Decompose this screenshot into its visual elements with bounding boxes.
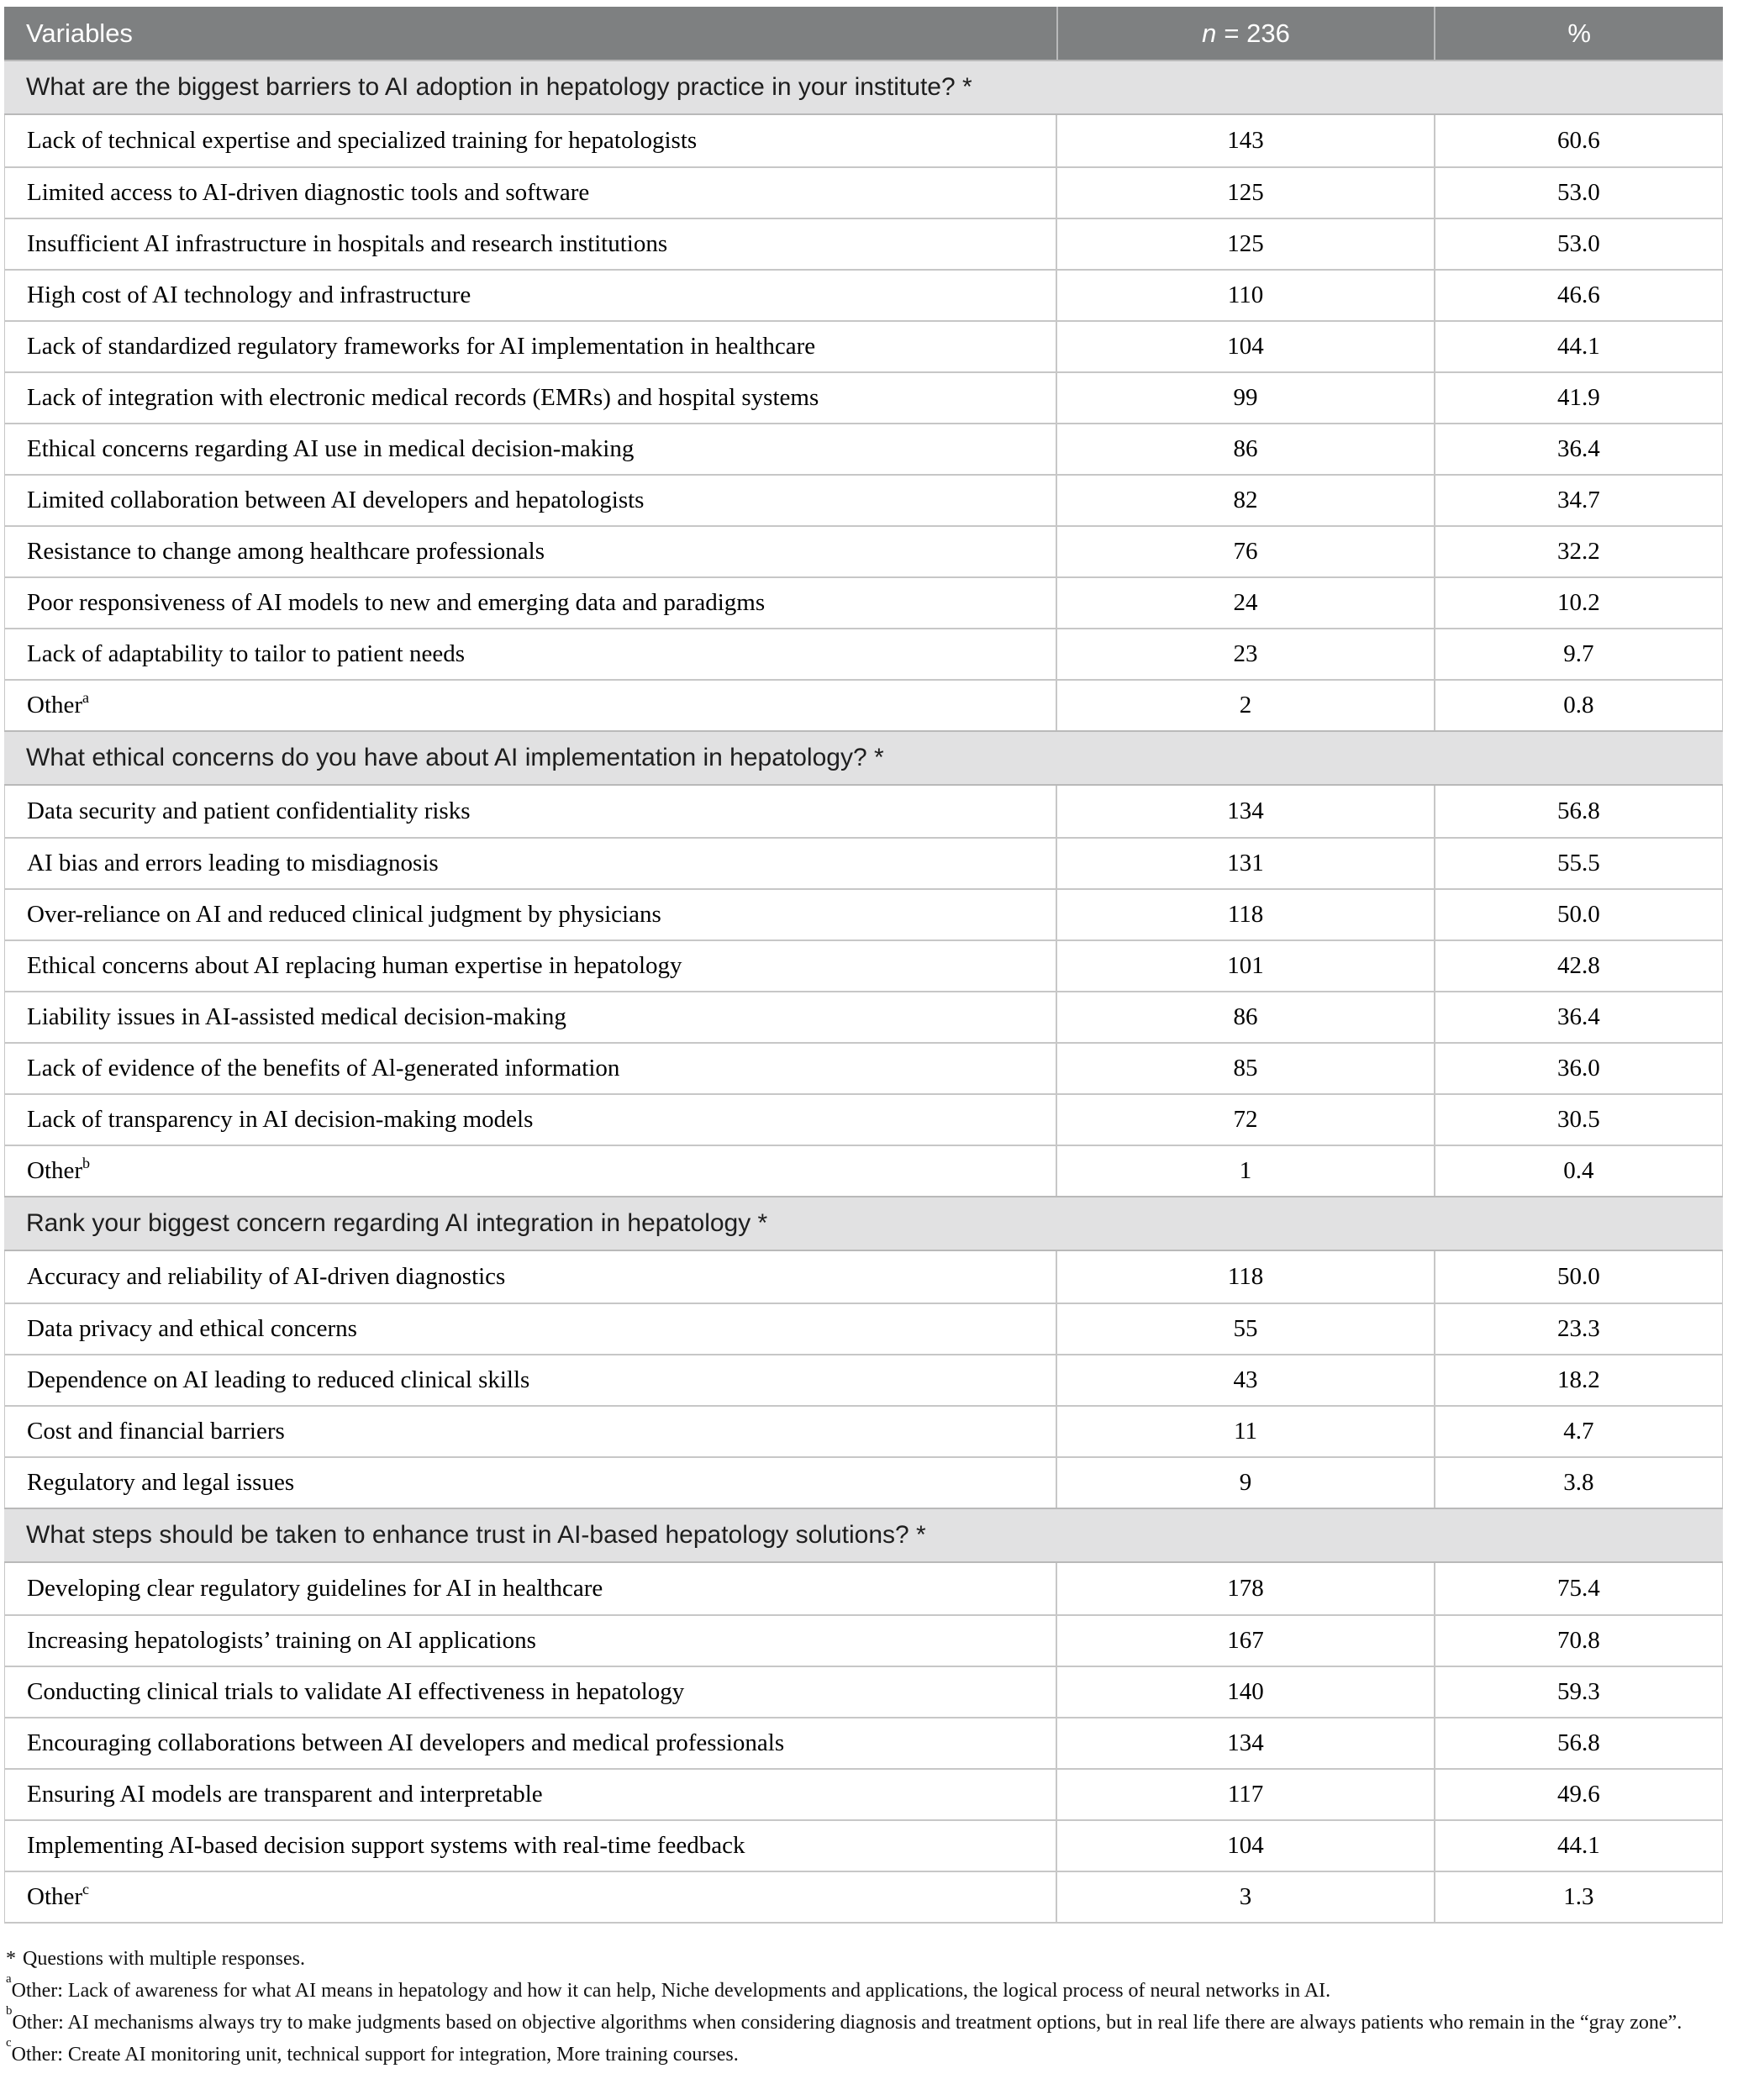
table-row xyxy=(4,1768,1723,1819)
table-row xyxy=(4,786,1723,837)
row-n-value: 86 xyxy=(1056,424,1433,474)
row-label: Lack of standardized regulatory frameworks for AI implementation in healthcare xyxy=(27,333,816,360)
table-row xyxy=(4,1093,1723,1145)
row-label-cell: Other $^c$ xyxy=(27,1880,90,1910)
row-pct-value: 60.6 xyxy=(1434,115,1722,166)
row-label: Conducting clinical trials to validate AI effectiveness in hepatology xyxy=(27,1678,685,1705)
row-label-cell: Other $^a$ xyxy=(27,688,90,718)
row-pct-value: 53.0 xyxy=(1434,219,1722,269)
row-pct-value: 30.5 xyxy=(1434,1095,1722,1145)
table-row xyxy=(4,320,1723,371)
row-pct-value: 4.7 xyxy=(1434,1407,1722,1456)
row-n-value: 3 xyxy=(1056,1872,1433,1922)
row-label: Lack of technical expertise and specialized training for hepatologists xyxy=(27,127,698,154)
row-n-value: 125 xyxy=(1056,168,1433,218)
row-pct-value: 50.0 xyxy=(1434,890,1722,939)
table-row xyxy=(4,1614,1723,1666)
row-n-value: 178 xyxy=(1056,1563,1433,1614)
row-label-cell xyxy=(5,1304,1056,1354)
section-header-row xyxy=(4,1196,1723,1251)
row-label-cell xyxy=(5,115,1056,166)
row-n-value: 72 xyxy=(1056,1095,1433,1145)
table-row xyxy=(4,628,1723,679)
row-label-cell xyxy=(5,322,1056,371)
row-n-value: 167 xyxy=(1056,1616,1433,1666)
row-pct-value: 34.7 xyxy=(1434,476,1722,525)
row-label: High cost of AI technology and infrastructure xyxy=(27,282,471,308)
table-row xyxy=(4,888,1723,939)
row-n-value: 43 xyxy=(1056,1355,1433,1405)
row-n-value: 118 xyxy=(1056,890,1433,939)
row-pct-value: 32.2 xyxy=(1434,527,1722,576)
row-label: Ensuring AI models are transparent and interpretable xyxy=(27,1781,543,1808)
row-label-cell xyxy=(5,219,1056,269)
section-title: What are the biggest barriers to AI adoption in hepatology practice in your institute? * xyxy=(26,73,972,101)
row-label-cell xyxy=(5,476,1056,525)
section-header-row xyxy=(4,730,1723,786)
row-pct-value: 56.8 xyxy=(1434,1718,1722,1768)
row-n-value: 9 xyxy=(1056,1458,1433,1508)
row-n-value: 86 xyxy=(1056,992,1433,1042)
row-label-cell xyxy=(5,424,1056,474)
row-pct-value: 23.3 xyxy=(1434,1304,1722,1354)
row-pct-value: 75.4 xyxy=(1434,1563,1722,1614)
table-row xyxy=(4,1717,1723,1768)
row-label: Resistance to change among healthcare professionals xyxy=(27,538,545,565)
row-label-cell xyxy=(5,527,1056,576)
table-row xyxy=(4,218,1723,269)
footnote-marker: * xyxy=(6,1948,16,1970)
row-label: Over-reliance on AI and reduced clinical judgment by physicians xyxy=(27,901,661,928)
row-label: Poor responsiveness of AI models to new and emerging data and paradigms xyxy=(27,589,766,616)
row-label-cell xyxy=(5,1563,1056,1614)
table-row xyxy=(4,1456,1723,1508)
row-n-value: 134 xyxy=(1056,1718,1433,1768)
table-row xyxy=(4,837,1723,888)
row-pct-value: 70.8 xyxy=(1434,1616,1722,1666)
row-n-value: 55 xyxy=(1056,1304,1433,1354)
row-label-cell xyxy=(5,1718,1056,1768)
column-header-n xyxy=(1056,7,1435,60)
row-label-cell xyxy=(5,1355,1056,1405)
row-n-value: 131 xyxy=(1056,839,1433,888)
row-label: Lack of evidence of the benefits of Al-generated information xyxy=(27,1055,620,1082)
row-pct-value: 44.1 xyxy=(1434,322,1722,371)
row-n-value: 118 xyxy=(1056,1251,1433,1303)
row-label-cell xyxy=(5,786,1056,837)
row-label: Ethical concerns about AI replacing human expertise in hepatology xyxy=(27,952,682,979)
table-row xyxy=(4,1563,1723,1614)
section-title: What ethical concerns do you have about AI implementation in hepatology? * xyxy=(26,744,884,771)
table-header-row xyxy=(4,7,1723,60)
row-pct-value: 41.9 xyxy=(1434,373,1722,423)
row-n-value: 2 xyxy=(1056,681,1433,730)
row-label: Limited collaboration between AI developers and hepatologists xyxy=(27,487,645,513)
column-header-percent: % xyxy=(1434,7,1723,60)
section-header-row xyxy=(4,1508,1723,1563)
row-n-value: 117 xyxy=(1056,1770,1433,1819)
row-pct-value: 1.3 xyxy=(1434,1872,1722,1922)
row-label: AI bias and errors leading to misdiagnosis xyxy=(27,850,439,876)
table-row xyxy=(4,1819,1723,1871)
row-label-cell xyxy=(5,168,1056,218)
row-label: Insufficient AI infrastructure in hospitals and research institutions xyxy=(27,230,668,257)
row-n-value: 140 xyxy=(1056,1667,1433,1717)
row-label-cell xyxy=(5,890,1056,939)
row-label: Other xyxy=(27,692,83,718)
row-pct-value: 10.2 xyxy=(1434,578,1722,628)
n-total: = 236 xyxy=(1224,18,1290,48)
row-label: Limited access to AI-driven diagnostic tools and software xyxy=(27,179,590,206)
row-n-value: 104 xyxy=(1056,1821,1433,1871)
section-title: Rank your biggest concern regarding AI integration in hepatology * xyxy=(26,1209,768,1237)
row-label-cell xyxy=(5,1821,1056,1871)
row-pct-value: 59.3 xyxy=(1434,1667,1722,1717)
row-label: Implementing AI-based decision support systems with real-time feedback xyxy=(27,1832,745,1859)
row-n-value: 76 xyxy=(1056,527,1433,576)
row-label-cell xyxy=(5,1407,1056,1456)
row-label-cell xyxy=(5,1458,1056,1508)
row-label: Cost and financial barriers xyxy=(27,1418,285,1445)
footnote-marker: b xyxy=(6,2003,13,2018)
row-label: Liability issues in AI-assisted medical decision-making xyxy=(27,1003,566,1030)
row-pct-value: 49.6 xyxy=(1434,1770,1722,1819)
row-n-value: 1 xyxy=(1056,1146,1433,1196)
footnote-text: Other: Create AI monitoring unit, technical support for integration, More training courses. xyxy=(11,2044,739,2066)
row-label: Regulatory and legal issues xyxy=(27,1469,295,1496)
row-n-value: 104 xyxy=(1056,322,1433,371)
row-n-value: 125 xyxy=(1056,219,1433,269)
row-label: Other xyxy=(27,1157,83,1184)
row-n-value: 99 xyxy=(1056,373,1433,423)
row-label-cell: Other $^b$ xyxy=(27,1154,91,1184)
table-row xyxy=(4,939,1723,991)
row-label-cell xyxy=(5,1667,1056,1717)
n-symbol: n xyxy=(1202,18,1217,48)
row-pct-value: 18.2 xyxy=(1434,1355,1722,1405)
table-row xyxy=(4,115,1723,166)
table-row xyxy=(4,1251,1723,1303)
row-label: Ethical concerns regarding AI use in medical decision-making xyxy=(27,435,635,462)
row-pct-value: 44.1 xyxy=(1434,1821,1722,1871)
row-n-value: 11 xyxy=(1056,1407,1433,1456)
table-row xyxy=(4,679,1723,730)
row-n-value: 134 xyxy=(1056,786,1433,837)
row-label: Other xyxy=(27,1883,83,1910)
row-pct-value: 36.4 xyxy=(1434,424,1722,474)
row-n-value: 82 xyxy=(1056,476,1433,525)
table-row xyxy=(4,525,1723,576)
row-label: Lack of integration with electronic medical records (EMRs) and hospital systems xyxy=(27,384,819,411)
row-pct-value: 42.8 xyxy=(1434,941,1722,991)
row-pct-value: 36.4 xyxy=(1434,992,1722,1042)
footnote-marker: a xyxy=(6,1971,12,1986)
row-label-cell xyxy=(5,839,1056,888)
table-row xyxy=(4,166,1723,218)
row-pct-value: 50.0 xyxy=(1434,1251,1722,1303)
table-row xyxy=(4,1666,1723,1717)
footnote-text: Other: Lack of awareness for what AI means in hepatology and how it can help, Niche developments and applications, the logical process of neural networks in AI. xyxy=(11,1980,1331,2002)
row-label-cell xyxy=(5,1044,1056,1093)
section-title: What steps should be taken to enhance trust in AI-based hepatology solutions? * xyxy=(26,1521,926,1549)
table-row xyxy=(4,423,1723,474)
footnote-text: Questions with multiple responses. xyxy=(23,1948,305,1970)
row-label: Data privacy and ethical concerns xyxy=(27,1315,357,1342)
table-row xyxy=(4,474,1723,525)
row-n-value: 110 xyxy=(1056,271,1433,320)
table-row xyxy=(4,1303,1723,1354)
survey-table xyxy=(4,7,1723,1924)
row-label: Lack of transparency in AI decision-making models xyxy=(27,1106,534,1133)
footnote-text: Other: AI mechanisms always try to make judgments based on objective algorithms when considering diagnosis and treatment options, but in real life there are always patients who remain in the “gray zone”. xyxy=(12,2012,1683,2034)
row-label: Dependence on AI leading to reduced clinical skills xyxy=(27,1366,530,1393)
table-row xyxy=(4,269,1723,320)
table-row xyxy=(4,1871,1723,1922)
table-row xyxy=(4,576,1723,628)
table-row xyxy=(4,1042,1723,1093)
row-label: Encouraging collaborations between AI developers and medical professionals xyxy=(27,1729,785,1756)
row-label-cell xyxy=(5,578,1056,628)
row-pct-value: 53.0 xyxy=(1434,168,1722,218)
row-label-cell xyxy=(5,373,1056,423)
row-n-value: 143 xyxy=(1056,115,1433,166)
row-pct-value: 0.8 xyxy=(1434,681,1722,730)
row-n-value: 85 xyxy=(1056,1044,1433,1093)
footnote-line xyxy=(6,1943,1732,1975)
row-label-cell xyxy=(5,1770,1056,1819)
row-n-value: 101 xyxy=(1056,941,1433,991)
row-pct-value: 36.0 xyxy=(1434,1044,1722,1093)
row-pct-value: 46.6 xyxy=(1434,271,1722,320)
table-body xyxy=(4,60,1723,1924)
row-label-cell xyxy=(5,992,1056,1042)
table-row xyxy=(4,1145,1723,1196)
row-label-cell xyxy=(5,629,1056,679)
row-label: Developing clear regulatory guidelines for AI in healthcare xyxy=(27,1575,603,1602)
table-row xyxy=(4,1354,1723,1405)
row-label: Accuracy and reliability of AI-driven diagnostics xyxy=(27,1263,506,1290)
footnote-line xyxy=(6,2035,1732,2071)
column-header-variables: Variables xyxy=(26,18,133,48)
section-header-row xyxy=(4,60,1723,115)
footnote-marker: c xyxy=(6,2035,12,2050)
row-n-value: 23 xyxy=(1056,629,1433,679)
footnotes xyxy=(6,1943,1732,2071)
row-n-value: 24 xyxy=(1056,578,1433,628)
row-pct-value: 55.5 xyxy=(1434,839,1722,888)
row-label: Increasing hepatologists’ training on AI applications xyxy=(27,1627,536,1654)
row-label-cell xyxy=(5,271,1056,320)
row-label-cell xyxy=(5,1095,1056,1145)
row-pct-value: 0.4 xyxy=(1434,1146,1722,1196)
row-pct-value: 9.7 xyxy=(1434,629,1722,679)
row-pct-value: 56.8 xyxy=(1434,786,1722,837)
table-row xyxy=(4,1405,1723,1456)
row-label: Data security and patient confidentiality risks xyxy=(27,797,471,824)
row-label-cell xyxy=(5,1616,1056,1666)
table-row xyxy=(4,371,1723,423)
row-label-cell xyxy=(5,941,1056,991)
footnote-line xyxy=(6,2003,1732,2039)
row-label-cell xyxy=(5,1251,1056,1303)
row-pct-value: 3.8 xyxy=(1434,1458,1722,1508)
table-row xyxy=(4,991,1723,1042)
row-label: Lack of adaptability to tailor to patient needs xyxy=(27,640,466,667)
footnote-line xyxy=(6,1971,1732,2007)
